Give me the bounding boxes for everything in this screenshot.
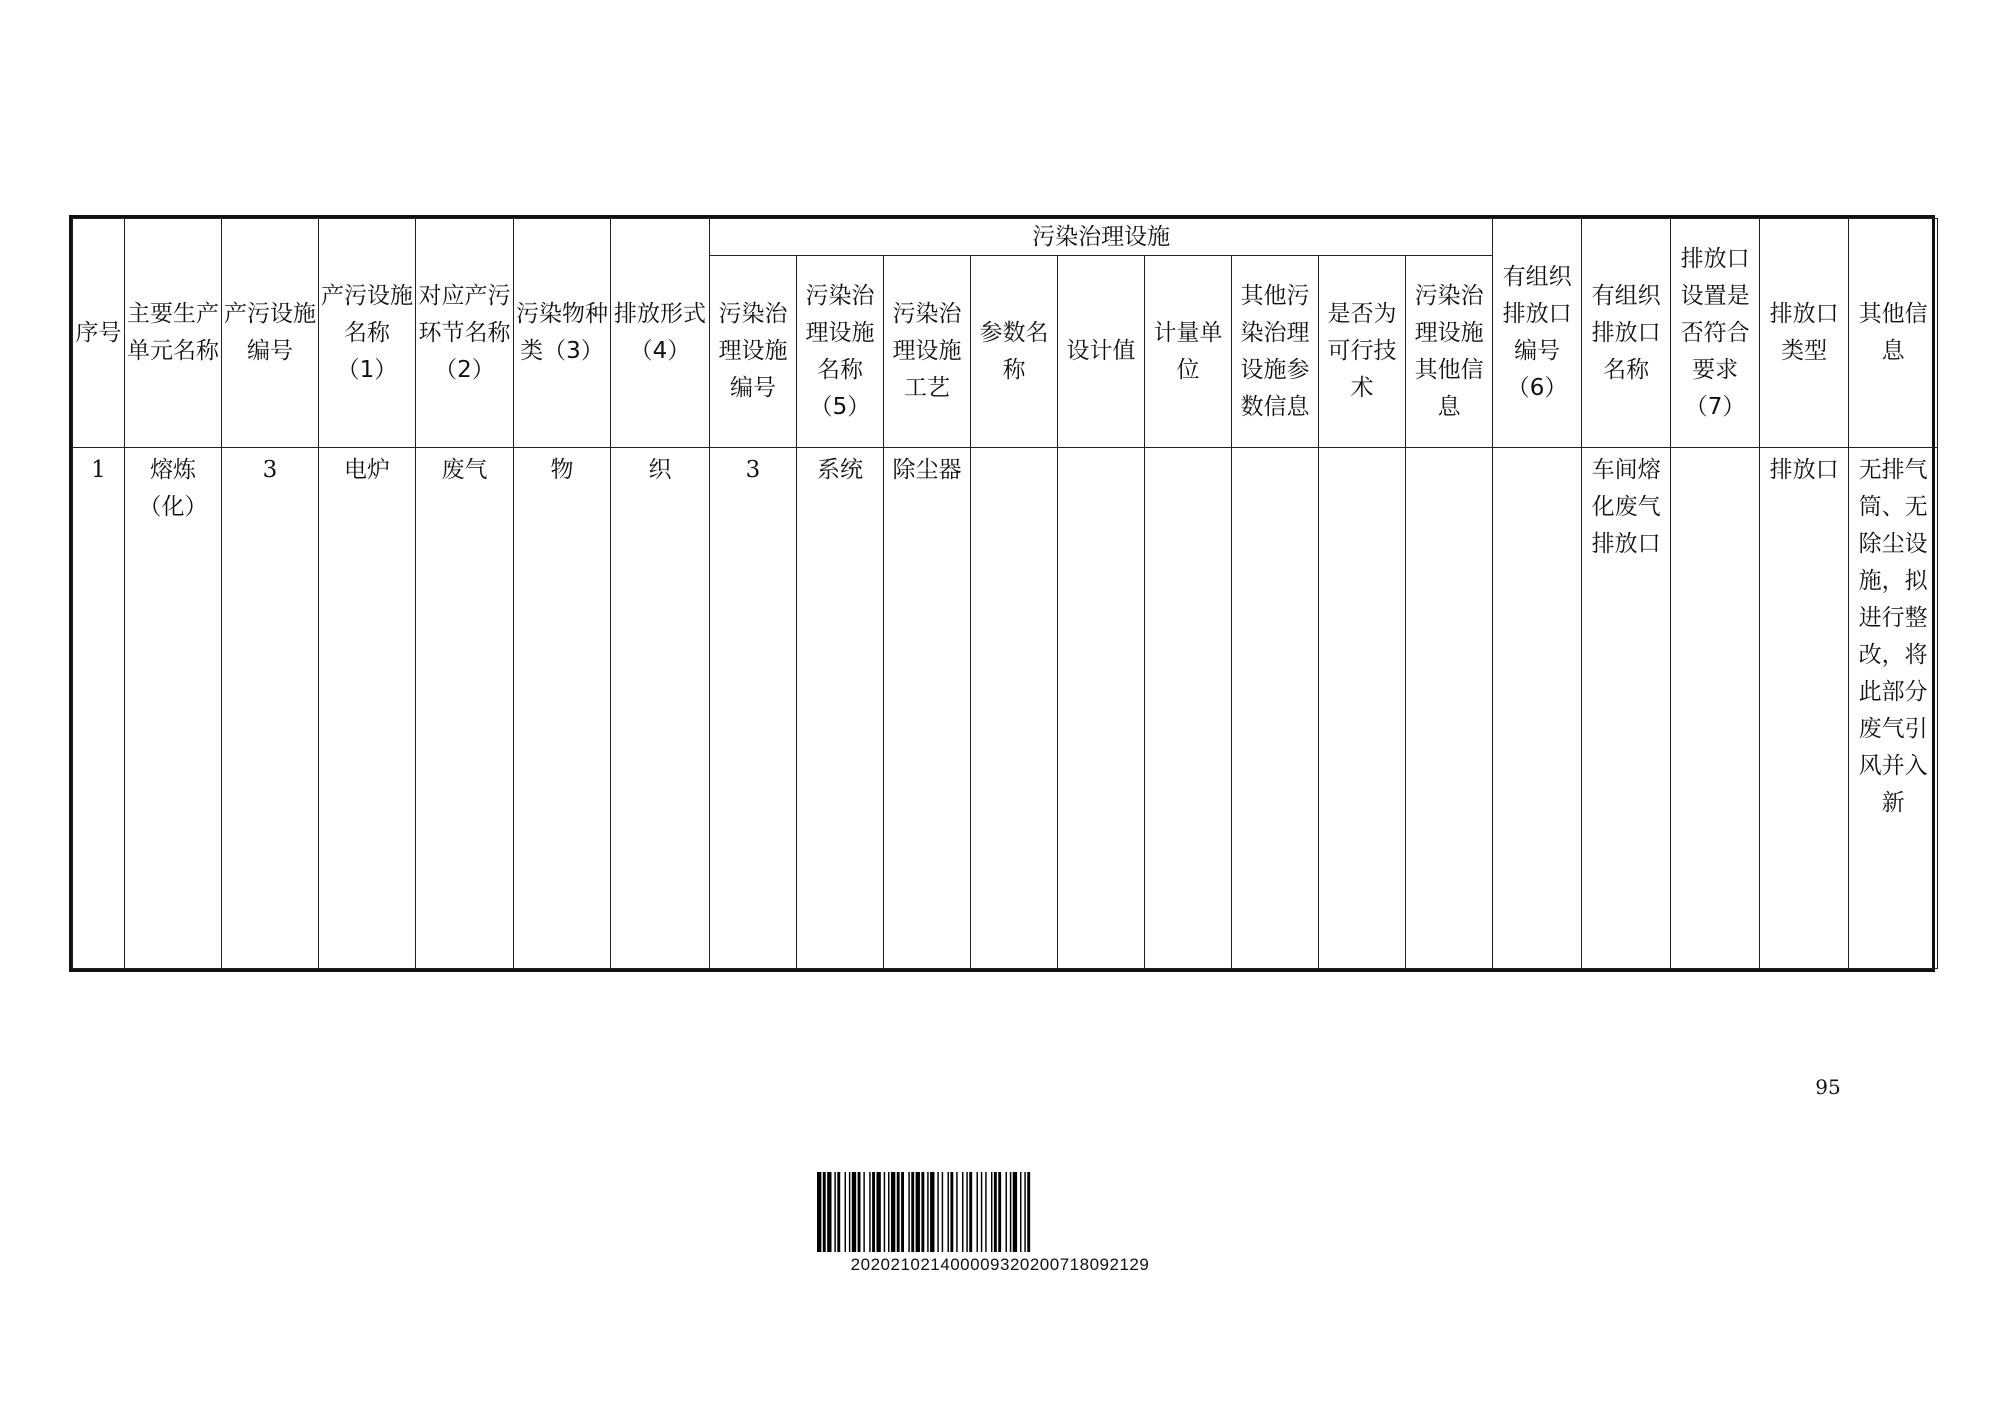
barcode-bar bbox=[927, 1172, 928, 1252]
barcode-bar bbox=[908, 1172, 909, 1252]
cell-seq: 1 bbox=[73, 448, 125, 969]
barcode-bar bbox=[884, 1172, 885, 1252]
header-facility-name: 产污设施名称（1） bbox=[319, 219, 416, 448]
barcode-bar bbox=[817, 1172, 821, 1252]
header-facility-id: 产污设施编号 bbox=[222, 219, 319, 448]
header-treatment-process: 污染治理设施工艺 bbox=[884, 256, 971, 448]
barcode-bar bbox=[937, 1172, 938, 1252]
barcode-bar bbox=[891, 1172, 895, 1252]
header-feasible-tech: 是否为可行技术 bbox=[1319, 256, 1406, 448]
barcode-bar bbox=[921, 1172, 924, 1252]
barcode-bar bbox=[994, 1172, 997, 1252]
barcode-image bbox=[817, 1172, 1183, 1252]
barcode-bar bbox=[849, 1172, 850, 1252]
barcode-bar bbox=[991, 1172, 992, 1252]
header-parameter-name: 参数名称 bbox=[971, 256, 1058, 448]
cell-facility-id: 3 bbox=[222, 448, 319, 969]
barcode-bar bbox=[956, 1172, 957, 1252]
barcode-bar bbox=[1010, 1172, 1011, 1252]
header-production-unit: 主要生产单元名称 bbox=[125, 219, 222, 448]
barcode-bar bbox=[998, 1172, 1001, 1252]
barcode-bar bbox=[985, 1172, 986, 1252]
cell-outlet-type: 排放口 bbox=[1760, 448, 1849, 969]
header-design-value: 设计值 bbox=[1058, 256, 1145, 448]
barcode-bar bbox=[1024, 1172, 1025, 1252]
barcode-bar bbox=[1006, 1172, 1007, 1252]
table-row bbox=[73, 448, 1938, 969]
page-number: 95 bbox=[1815, 1075, 1841, 1099]
barcode-bar bbox=[837, 1172, 840, 1252]
header-outlet-id: 有组织排放口编号（6） bbox=[1493, 219, 1582, 448]
cell-other-parameters bbox=[1232, 448, 1319, 969]
header-process-name: 对应产污环节名称（2） bbox=[416, 219, 514, 448]
barcode-number: 20202102140000932020071809​2129 bbox=[850, 1255, 1150, 1274]
barcode-bar bbox=[977, 1172, 978, 1252]
barcode-bar bbox=[845, 1172, 846, 1252]
header-treatment-id: 污染治理设施编号 bbox=[710, 256, 797, 448]
cell-unit bbox=[1145, 448, 1232, 969]
barcode-bar bbox=[872, 1172, 875, 1252]
cell-emission-form: 织 bbox=[611, 448, 710, 969]
header-seq: 序号 bbox=[73, 219, 125, 448]
cell-parameter-name bbox=[971, 448, 1058, 969]
barcode-bar bbox=[911, 1172, 914, 1252]
barcode-bar bbox=[869, 1172, 870, 1252]
header-group-treatment-facility: 污染治理设施 bbox=[710, 219, 1493, 256]
barcode-bar bbox=[852, 1172, 856, 1252]
cell-facility-name: 电炉 bbox=[319, 448, 416, 969]
pollution-facility-table-frame bbox=[69, 215, 1935, 972]
barcode-bar bbox=[823, 1172, 826, 1252]
barcode-bar bbox=[863, 1172, 864, 1252]
cell-outlet-id bbox=[1493, 448, 1582, 969]
barcode-bar bbox=[916, 1172, 920, 1252]
barcode-bar bbox=[950, 1172, 953, 1252]
barcode-bar bbox=[897, 1172, 900, 1252]
barcode-bar bbox=[1027, 1172, 1030, 1252]
cell-pollutant-type: 物 bbox=[514, 448, 611, 969]
cell-treatment-process: 除尘器 bbox=[884, 448, 971, 969]
barcode-bar bbox=[1020, 1172, 1021, 1252]
header-other-info: 其他信息 bbox=[1849, 219, 1938, 448]
barcode-bar bbox=[834, 1172, 835, 1252]
barcode-bar bbox=[981, 1172, 982, 1252]
cell-production-unit: 熔炼（化） bbox=[125, 448, 222, 969]
header-other-parameters: 其他污染治理设施参数信息 bbox=[1232, 256, 1319, 448]
barcode-bar bbox=[969, 1172, 972, 1252]
barcode-bar bbox=[966, 1172, 967, 1252]
header-pollutant-type: 污染物种类（3） bbox=[514, 219, 611, 448]
barcode-bar bbox=[876, 1172, 880, 1252]
cell-process-name: 废气 bbox=[416, 448, 514, 969]
cell-treatment-name: 系统 bbox=[797, 448, 884, 969]
header-treatment-other-info: 污染治理设施其他信息 bbox=[1406, 256, 1493, 448]
cell-other-info: 无排气筒、无除尘设施，拟进行整改，将此部分废气引风并入新 bbox=[1849, 448, 1938, 969]
header-emission-form: 排放形式（4） bbox=[611, 219, 710, 448]
barcode-bar bbox=[888, 1172, 889, 1252]
cell-outlet-name: 车间熔化废气排放口 bbox=[1582, 448, 1671, 969]
barcode-bar bbox=[827, 1172, 831, 1252]
cell-treatment-id: 3 bbox=[710, 448, 797, 969]
header-treatment-name: 污染治理设施名称（5） bbox=[797, 256, 884, 448]
header-outlet-type: 排放口类型 bbox=[1760, 219, 1849, 448]
pollution-facility-table bbox=[72, 218, 1938, 969]
barcode-bar bbox=[942, 1172, 943, 1252]
barcode-bar bbox=[1013, 1172, 1017, 1252]
header-unit: 计量单位 bbox=[1145, 256, 1232, 448]
barcode-bar bbox=[948, 1172, 949, 1252]
cell-feasible-tech bbox=[1319, 448, 1406, 969]
cell-design-value bbox=[1058, 448, 1145, 969]
barcode-bar bbox=[858, 1172, 861, 1252]
header-outlet-name: 有组织排放口名称 bbox=[1582, 219, 1671, 448]
cell-outlet-compliance bbox=[1671, 448, 1760, 969]
barcode-bar bbox=[930, 1172, 934, 1252]
cell-treatment-other-info bbox=[1406, 448, 1493, 969]
barcode-bar bbox=[962, 1172, 963, 1252]
header-outlet-compliance: 排放口设置是否符合要求（7） bbox=[1671, 219, 1760, 448]
barcode-bar bbox=[901, 1172, 904, 1252]
